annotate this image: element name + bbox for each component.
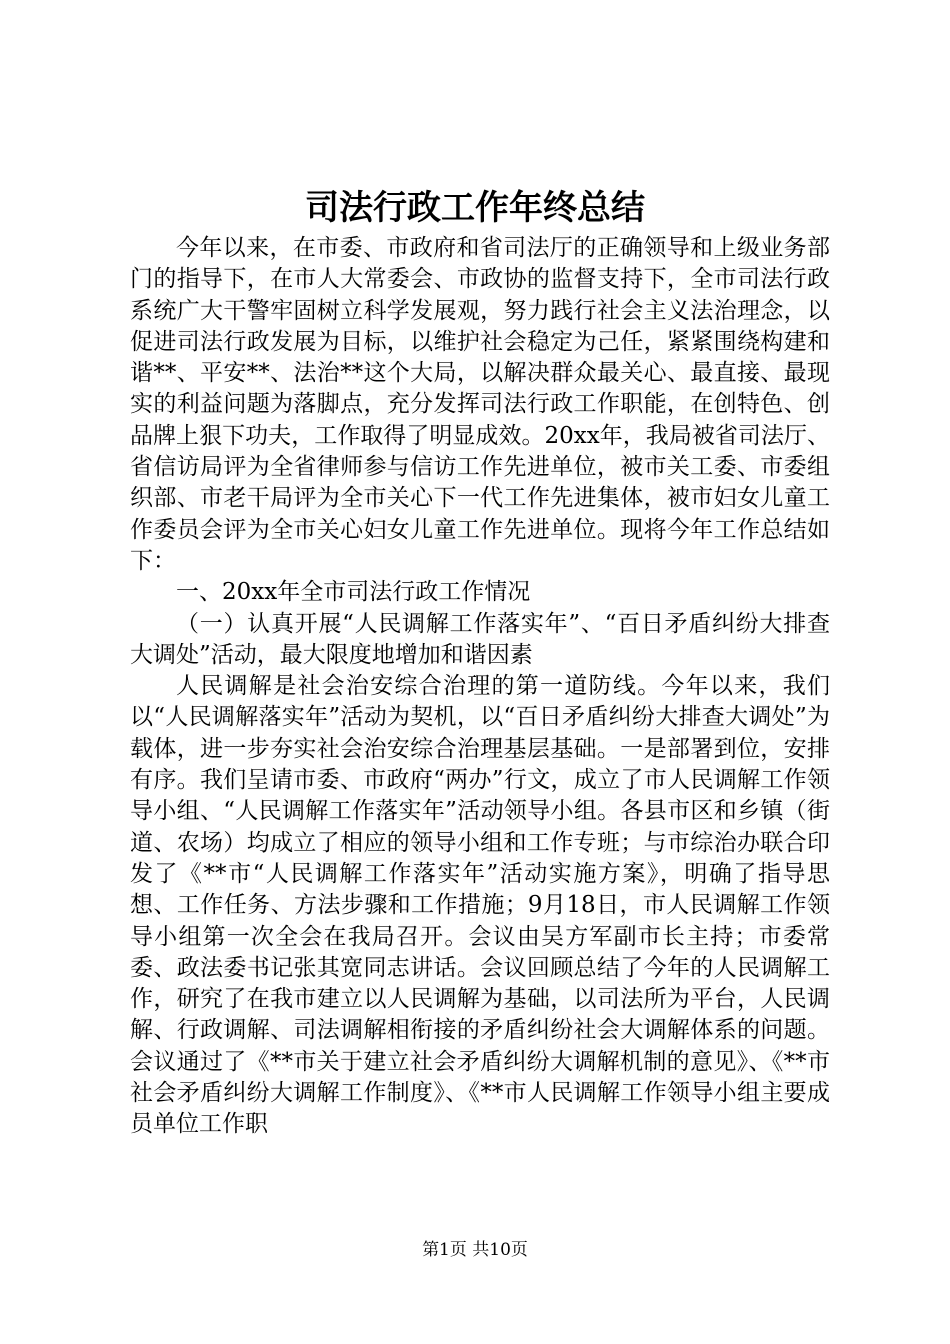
section-heading: 一、20xx年全市司法行政工作情况 xyxy=(176,579,531,606)
subsection-heading: （一）认真开展“人民调解工作落实年”、“百日矛盾纠纷大排查大调处”活动，最大限度地增加和谐因素 xyxy=(130,610,830,668)
paragraph-mediation: 人民调解是社会治安综合治理的第一道防线。今年以来，我们以“人民调解落实年”活动为契机，以“百日矛盾纠纷大排查大调处”为载体，进一步夯实社会治安综合治理基层基础。一是部署到位，安排有序。我们呈请市委、市政府“两办”行文，成立了市人民调解工作领导小组、“人民调解工作落实年”活动领导小组。各县市区和乡镇（街道、农场）均成立了相应的领导小组和工作专班；与市综治办联合印发了《**市“人民调解工作落实年”活动实施方案》，明确了指导思想、工作任务、方法步骤和工作措施；9月18日，市人民调解工作领导小组第一次全会在我局召开。会议由吴方军副市长主持；市委常委、政法委书记张其宽同志讲话。会议回顾总结了今年的人民调解工作，研究了在我市建立以人民调解为基础，以司法所为平台，人民调解、行政调解、司法调解相衔接的矛盾纠纷社会大调解体系的问题。会议通过了《**市关于建立社会矛盾纠纷大调解机制的意见》、《**市社会矛盾纠纷大调解工作制度》、《**市人民调解工作领导小组主要成员单位工作职 xyxy=(130,673,830,1138)
document-body xyxy=(130,233,830,1141)
paragraph-intro: 今年以来，在市委、市政府和省司法厅的正确领导和上级业务部门的指导下，在市人大常委会、市政协的监督支持下，全市司法行政系统广大干警牢固树立科学发展观，努力践行社会主义法治理念，以促进司法行政发展为目标，以维护社会稳定为己任，紧紧围绕构建和谐**、平安**、法治**这个大局，以解决群众最关心、最直接、最现实的利益问题为落脚点，充分发挥司法行政工作职能，在创特色、创品牌上狠下功夫，工作取得了明显成效。20xx年，我局被省司法厅、省信访局评为全省律师参与信访工作先进单位，被市关工委、市委组织部、市老干局评为全市关心下一代工作先进集体，被市妇女儿童工作委员会评为全市关心妇女儿童工作先进单位。现将今年工作总结如下： xyxy=(130,235,830,574)
page-footer: 第1页 共10页 xyxy=(422,1240,528,1260)
document-title: 司法行政工作年终总结 xyxy=(305,188,645,228)
